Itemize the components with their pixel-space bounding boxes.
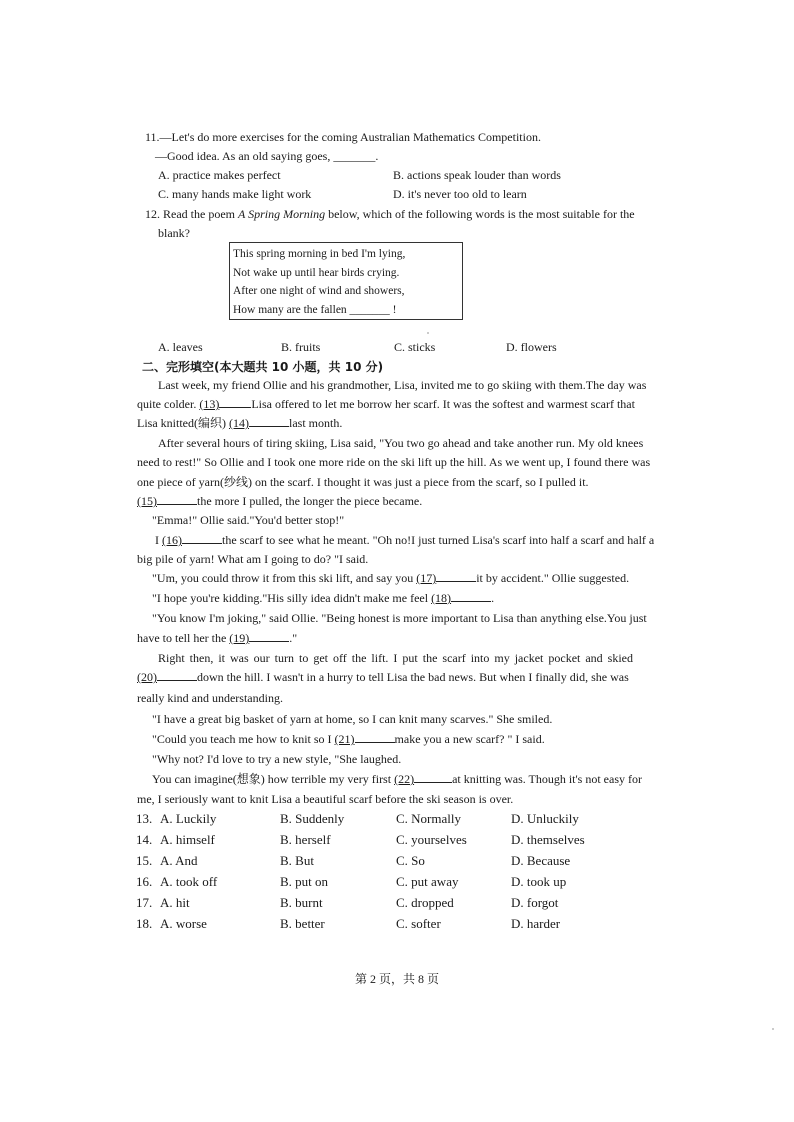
passage-text: last month. — [288, 416, 343, 430]
q12-option-d: D. flowers — [506, 340, 557, 354]
q12-stem-line2: blank? — [158, 226, 190, 240]
passage-text: You can imagine(想象) how terrible my very first — [152, 772, 395, 786]
q11-option-a: A. practice makes perfect — [158, 168, 281, 182]
choice-d: D. took up — [511, 874, 567, 889]
passage-text: "I hope you're kidding."His silly idea didn't make me feel — [152, 591, 432, 605]
passage-line — [137, 492, 422, 512]
passage-text: the scarf to see what he meant. "Oh no!I just turned Lisa's scarf into half a scarf and half a — [222, 533, 655, 547]
choice-c: C. yourselves — [396, 832, 467, 847]
passage-line — [137, 668, 629, 688]
q12-poem-title: A Spring Morning — [237, 207, 326, 221]
passage-line: big pile of yarn! What am I going to do? "I said. — [137, 552, 369, 566]
choice-a: A. himself — [160, 832, 215, 847]
passage-text: I — [155, 533, 162, 547]
passage-text: ." — [289, 631, 298, 645]
section-title: 二、完形填空(本大题共 10 小题，共 10 分) — [142, 360, 384, 374]
passage-line: Right then, it was our turn to get off the lift. I put the scarf into my jacket pocket and skied — [158, 651, 634, 665]
q12-stem-pre: 12. Read the poem — [145, 207, 238, 221]
q12-option-c: C. sticks — [394, 340, 436, 354]
passage-text: "Could you teach me how to knit so I — [152, 732, 335, 746]
choice-row — [136, 874, 696, 894]
passage-text: at knitting was. Though it's not easy for — [452, 772, 642, 786]
passage-line — [152, 569, 629, 589]
passage-line — [152, 589, 494, 609]
choice-a: A. worse — [160, 916, 207, 931]
passage-line — [137, 414, 342, 434]
passage-line: "I have a great big basket of yarn at home, so I can knit many scarves." She smiled. — [152, 712, 553, 726]
blank-17: (17) — [416, 571, 437, 585]
choice-row — [136, 853, 696, 873]
passage-line: After several hours of tiring skiing, Lisa said, "You two go ahead and take another run. My old knees — [158, 436, 644, 450]
passage-text: Lisa knitted(编织) — [137, 416, 229, 430]
choice-b: B. Suddenly — [280, 811, 345, 826]
page-footer: 第 2 页，共 8 页 — [354, 972, 439, 986]
blank-20: (20) — [137, 670, 157, 684]
choice-b: B. But — [280, 853, 314, 868]
scan-speck — [427, 332, 429, 334]
q11-stem: 11.—Let's do more exercises for the coming Australian Mathematics Competition. — [145, 130, 541, 144]
choice-d: D. Because — [511, 853, 571, 868]
passage-text: "Um, you could throw it from this ski lift, and say you — [152, 571, 417, 585]
blank-19: (19) — [229, 631, 250, 645]
choice-number: 16. — [136, 874, 153, 889]
passage-line: "Emma!" Ollie said."You'd better stop!" — [152, 513, 345, 527]
passage-text: quite colder. — [137, 397, 200, 411]
blank-18: (18) — [431, 591, 452, 605]
choice-number: 14. — [136, 832, 153, 847]
choice-row — [136, 916, 696, 936]
passage-line: really kind and understanding. — [137, 691, 283, 705]
q11-option-d: D. it's never too old to learn — [393, 187, 527, 201]
poem-box — [229, 242, 463, 320]
poem-line: How many are the fallen _______ ! — [233, 303, 397, 316]
q12-stem — [145, 205, 635, 225]
blank-15: (15) — [137, 494, 157, 508]
passage-text: make you a new scarf? " I said. — [394, 732, 545, 746]
passage-line: need to rest!" So Ollie and I took one more ride on the ski lift up the hill. As we went up, I found there was — [137, 455, 651, 469]
choice-b: B. herself — [280, 832, 331, 847]
choice-b: B. put on — [280, 874, 329, 889]
blank-line — [451, 589, 491, 602]
choice-row — [136, 811, 696, 831]
passage-text: have to tell her the — [137, 631, 230, 645]
choice-row — [136, 895, 696, 915]
choice-number: 15. — [136, 853, 153, 868]
blank-line — [355, 730, 395, 743]
choice-c: C. softer — [396, 916, 441, 931]
poem-line: Not wake up until hear birds crying. — [233, 266, 400, 279]
blank-line — [414, 770, 452, 783]
blank-line — [157, 668, 197, 681]
blank-line — [249, 629, 289, 642]
passage-line — [155, 531, 654, 551]
choice-row — [136, 832, 696, 852]
passage-line: "Why not? I'd love to try a new style, "She laughed. — [152, 752, 402, 766]
choice-a: A. Luckily — [160, 811, 217, 826]
passage-text: the more I pulled, the longer the piece became. — [197, 494, 423, 508]
choice-c: C. put away — [396, 874, 459, 889]
choice-d: D. harder — [511, 916, 561, 931]
q11-option-c: C. many hands make light work — [158, 187, 312, 201]
poem-line: After one night of wind and showers, — [233, 285, 405, 297]
blank-line — [219, 395, 251, 408]
choice-d: D. themselves — [511, 832, 585, 847]
choice-a: A. hit — [160, 895, 190, 910]
choice-d: D. Unluckily — [511, 811, 579, 826]
blank-13: (13) — [199, 397, 220, 411]
passage-line — [152, 770, 642, 790]
choice-c: C. Normally — [396, 811, 461, 826]
q12-stem-post: below, which of the following words is the most suitable for the — [325, 207, 635, 221]
blank-line — [182, 531, 222, 544]
choice-number: 18. — [136, 916, 153, 931]
blank-line — [436, 569, 476, 582]
choice-number: 17. — [136, 895, 153, 910]
passage-line — [137, 395, 635, 415]
passage-line — [152, 730, 545, 750]
choice-b: B. burnt — [280, 895, 323, 910]
q12-option-a: A. leaves — [158, 340, 203, 354]
choice-a: A. took off — [160, 874, 218, 889]
passage-text: . — [491, 591, 495, 605]
passage-line: Last week, my friend Ollie and his grandmother, Lisa, invited me to go skiing with them.The day was — [158, 378, 647, 392]
choice-c: C. dropped — [396, 895, 454, 910]
choice-a: A. And — [160, 853, 198, 868]
blank-16: (16) — [162, 533, 182, 547]
scan-speck — [772, 1028, 774, 1030]
passage-line — [137, 629, 297, 649]
passage-line: me, I seriously want to knit Lisa a beautiful scarf before the ski season is over. — [137, 792, 514, 806]
blank-line — [249, 414, 289, 427]
passage-line: "You know I'm joking," said Ollie. "Being honest is more important to Lisa than anything else.You just — [152, 611, 647, 625]
poem-line: This spring morning in bed I'm lying, — [233, 248, 406, 260]
passage-line: one piece of yarn(纱线) on the scarf. I thought it was just a piece from the scarf, so I pulled it. — [137, 475, 589, 489]
passage-text: down the hill. I wasn't in a hurry to tell Lisa the bad news. But when I finally did, she was — [197, 670, 629, 684]
blank-21: (21) — [334, 732, 355, 746]
q11-reply: —Good idea. As an old saying goes, _______. — [155, 149, 379, 163]
blank-14: (14) — [228, 416, 249, 430]
passage-text: Lisa offered to let me borrow her scarf. It was the softest and warmest scarf that — [251, 397, 635, 411]
choice-b: B. better — [280, 916, 325, 931]
q11-option-b: B. actions speak louder than words — [393, 168, 561, 182]
choice-number: 13. — [136, 811, 153, 826]
q12-option-b: B. fruits — [281, 340, 321, 354]
blank-22: (22) — [394, 772, 415, 786]
choice-d: D. forgot — [511, 895, 559, 910]
passage-text: it by accident." Ollie suggested. — [476, 571, 630, 585]
blank-line — [157, 492, 197, 505]
choice-c: C. So — [396, 853, 425, 868]
